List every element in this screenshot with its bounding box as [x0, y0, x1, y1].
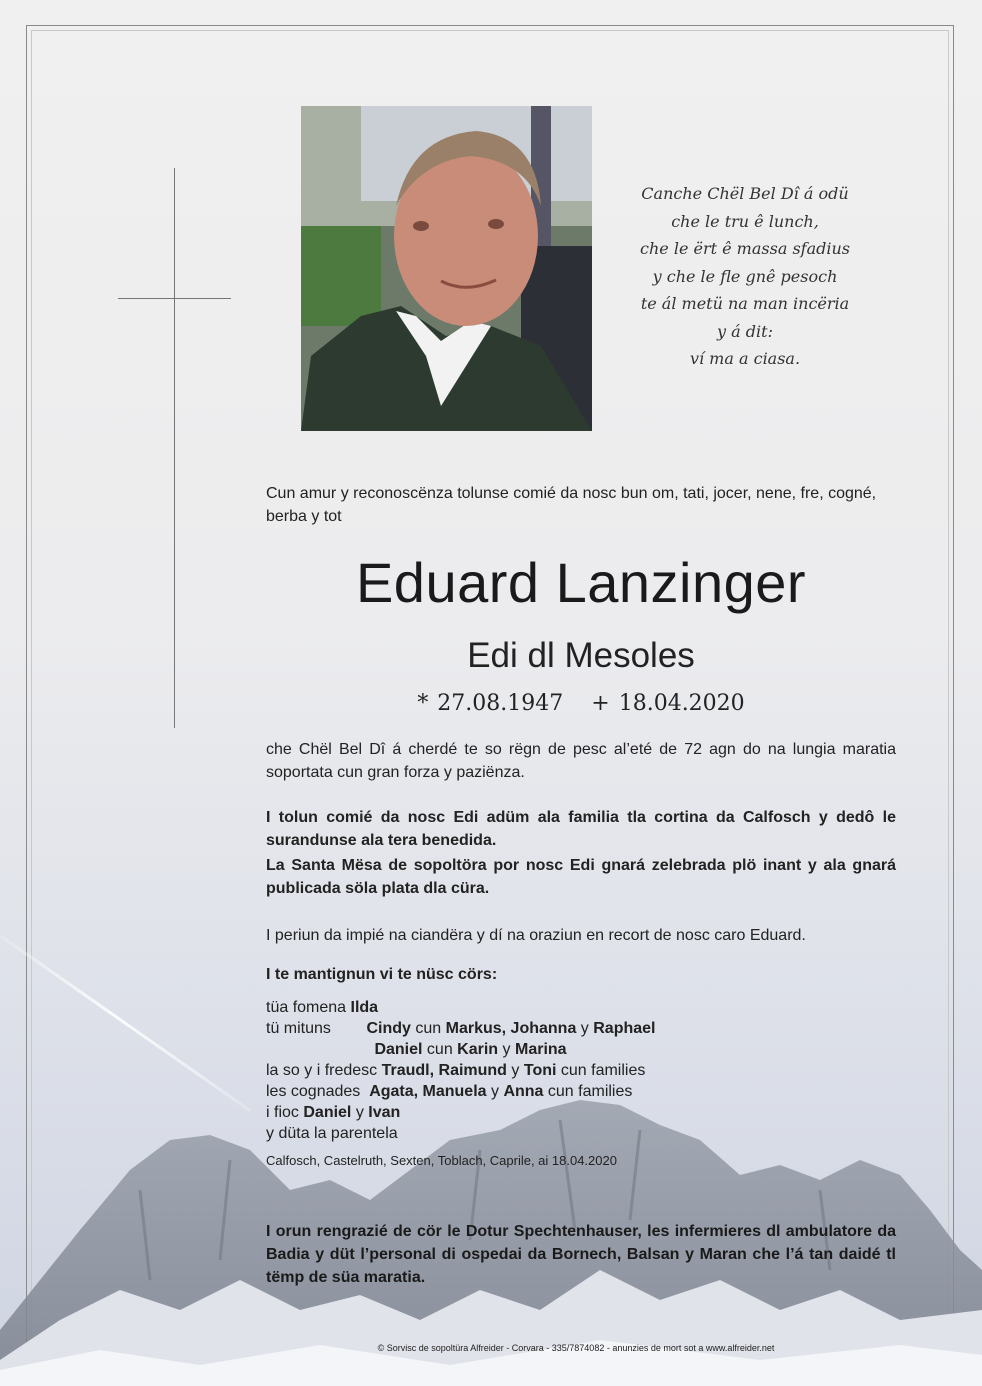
mourner-name: Marina	[514, 1041, 567, 1058]
mourner-label: tü mituns	[266, 1020, 331, 1037]
list-item	[266, 1018, 656, 1039]
connector-text: y	[491, 1083, 499, 1100]
deceased-nickname: Edi dl Mesoles	[467, 636, 695, 675]
connector-text: cun	[426, 1041, 453, 1058]
mourner-label: les cognades	[266, 1083, 361, 1100]
poem-line: che le tru ê lunch,	[671, 211, 819, 231]
mourner-name: Cindy	[366, 1020, 411, 1037]
mourner-name: Markus, Johanna	[445, 1020, 577, 1037]
intro-text: Cun amur y reconoscënza tolunse comié da nosc bun om, tati, jocer, nene, fre, cogné, berba y tot	[266, 485, 877, 525]
list-item	[266, 1123, 656, 1144]
mourner-label: tüa fomena	[266, 999, 347, 1016]
poem	[600, 180, 890, 373]
poem-line: ví ma a ciasa.	[689, 349, 801, 368]
portrait-photo-illustration	[301, 106, 592, 431]
list-item	[266, 997, 656, 1018]
cross-vertical-bar	[174, 168, 175, 728]
connector-text: y	[502, 1041, 511, 1058]
poem-line: che le ërt ê massa sfadius	[640, 239, 850, 258]
footer-credit: © Sorvisc de sopoltüra Alfreider - Corvara - 335/7874082 - anunzies de mort sot a www.alfreider.net	[377, 1343, 775, 1353]
list-item	[266, 1081, 656, 1102]
connector-text: y	[580, 1020, 589, 1037]
portrait-photo	[301, 106, 592, 431]
mourner-name: Anna	[503, 1083, 544, 1100]
list-item	[266, 1039, 656, 1060]
deceased-name: Eduard Lanzinger	[355, 551, 807, 614]
mourner-name: Ilda	[350, 999, 379, 1016]
mourner-name: Karin	[457, 1041, 499, 1058]
mourner-name: Ivan	[368, 1104, 401, 1121]
prayer-paragraph: I periun da impié na ciandëra y dí na oraziun en recort de nosc caro Eduard.	[266, 927, 806, 944]
poem-line: Canche Chël Bel Dî á odü	[641, 184, 849, 203]
mourner-name: Raphael	[593, 1020, 656, 1037]
death-notice-paragraph: che Chël Bel Dî á cherdé te so rëgn de pesc al’eté de 72 agn do na lungia maratia soportata cun gran forza y paziënza.	[266, 741, 896, 781]
list-item	[266, 1060, 656, 1081]
connector-text: cun families	[547, 1083, 633, 1100]
place-and-date: Calfosch, Castelruth, Sexten, Toblach, Caprile, ai 18.04.2020	[266, 1153, 617, 1168]
thanks-paragraph: I orun rengrazié de cör le Dotur Spechtenhauser, les infermieres dl ambulatore da Badia y düt l’personal di ospedai da Bornech, Balsan y Maran che l’á tan daidé tl tëmp de süa maratia.	[266, 1223, 896, 1286]
mourners-list	[266, 997, 656, 1144]
list-item	[266, 1102, 656, 1123]
mourner-label: i fioc	[266, 1104, 299, 1121]
mourners-heading: I te mantignun vi te nüsc cörs:	[266, 966, 498, 983]
cross-horizontal-bar	[118, 298, 231, 299]
mourner-name: Daniel	[303, 1104, 352, 1121]
poem-line: y á dit:	[717, 321, 773, 341]
connector-text: y	[511, 1062, 520, 1079]
relatives-text: y düta la parentela	[266, 1125, 398, 1142]
poem-line: te ál metü na man incëria	[640, 294, 850, 313]
mourner-name: Agata, Manuela	[369, 1083, 487, 1100]
burial-paragraph: I tolun comié da nosc Edi adüm ala familia tla cortina da Calfosch y dedô le surandunse ala tera benedida.	[266, 809, 896, 849]
poem-line: y che le fle gnê pesoch	[652, 266, 838, 286]
mourner-name: Daniel	[374, 1041, 423, 1058]
life-dates	[266, 688, 896, 720]
death-date: + 18.04.2020	[591, 691, 745, 716]
mourner-name: Toni	[523, 1062, 557, 1079]
birth-date: * 27.08.1947	[417, 691, 564, 716]
connector-text: cun families	[560, 1062, 646, 1079]
mourner-name: Traudl, Raimund	[381, 1062, 507, 1079]
connector-text: cun	[415, 1020, 442, 1037]
mourner-label: la so y i fredesc	[266, 1062, 378, 1079]
connector-text: y	[355, 1104, 364, 1121]
mass-paragraph: La Santa Mësa de sopoltöra por nosc Edi gnará zelebrada plö inant y ala gnará publicada söla plata dla cüra.	[266, 857, 896, 897]
